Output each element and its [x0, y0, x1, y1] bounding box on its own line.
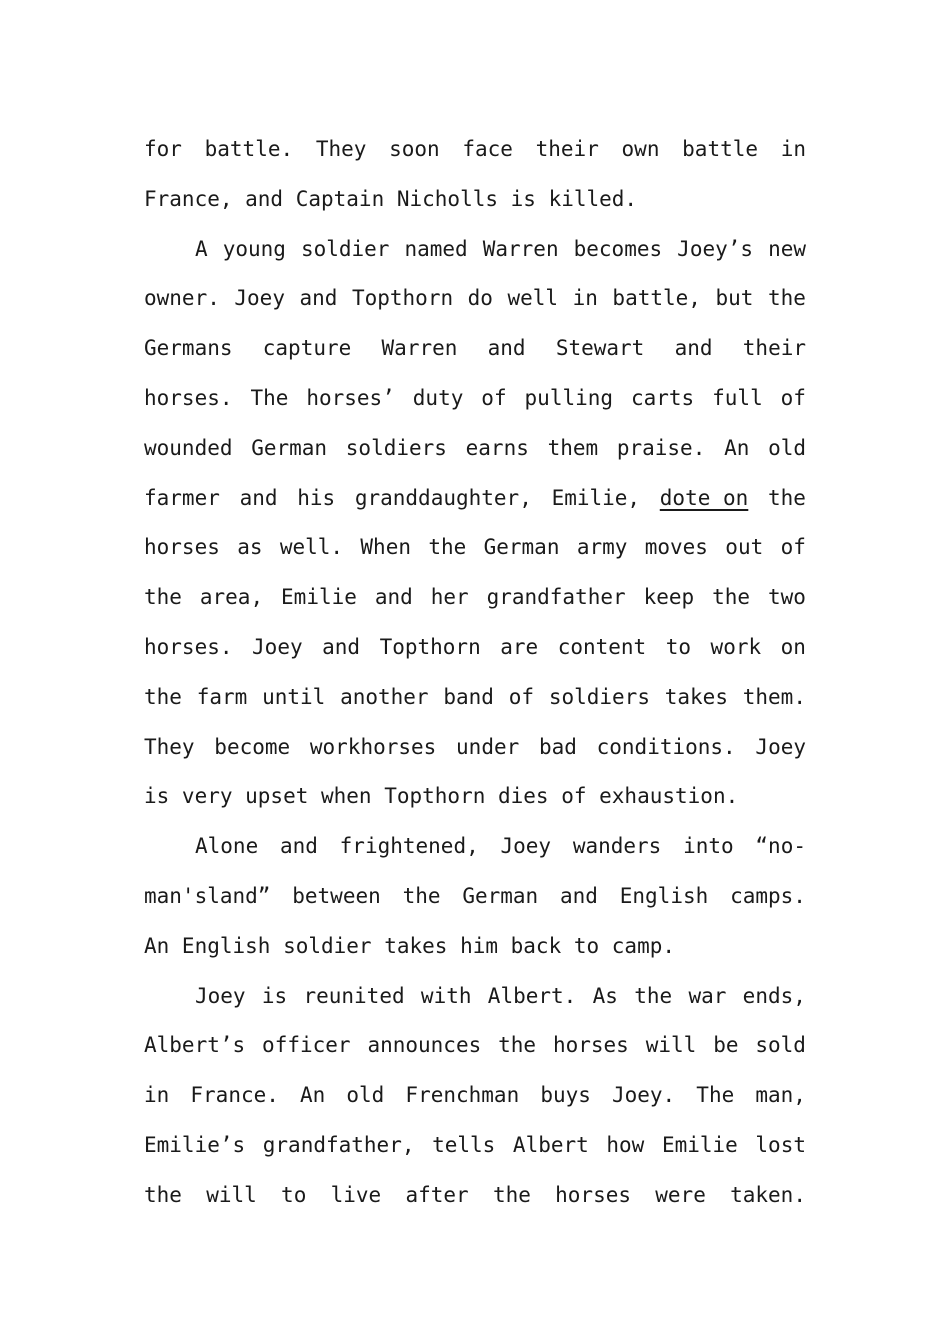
word: to: [665, 634, 692, 659]
word: between: [292, 883, 381, 908]
word: horses’: [306, 385, 395, 410]
word: the: [428, 535, 467, 560]
word: capture: [262, 336, 352, 361]
word: the: [144, 1182, 182, 1207]
word: under: [456, 734, 520, 759]
text-line: [144, 225, 806, 275]
word: her: [430, 585, 469, 610]
word: A: [195, 236, 208, 261]
word: old: [346, 1083, 385, 1108]
word: lost: [755, 1132, 806, 1157]
word: Emilie: [661, 1132, 738, 1157]
text-line: [144, 623, 806, 673]
word: They: [144, 734, 195, 759]
word: of: [780, 385, 806, 410]
word: camps.: [730, 883, 806, 908]
word: new: [768, 236, 806, 261]
word: Stewart: [555, 336, 645, 361]
word: German: [483, 535, 560, 560]
text-line: [144, 1021, 806, 1071]
word: officer: [262, 1033, 351, 1058]
word: praise.: [616, 435, 706, 460]
word: Albert’s: [144, 1033, 246, 1058]
word: An: [300, 1083, 326, 1108]
word: face: [462, 137, 513, 161]
word: Emilie’s: [144, 1132, 246, 1157]
word: “no-: [755, 834, 806, 859]
text-line: [144, 125, 806, 175]
word: is: [261, 983, 288, 1008]
word: Topthorn: [351, 286, 454, 311]
word: Joey: [500, 834, 552, 859]
word: wanders: [572, 834, 662, 859]
word: horses: [552, 1033, 629, 1058]
word: for: [144, 137, 182, 161]
word: are: [500, 634, 539, 659]
word: of: [481, 385, 507, 410]
word: man,: [755, 1083, 806, 1108]
word: ends,: [742, 983, 806, 1008]
word: the: [402, 883, 441, 908]
word: As: [592, 983, 618, 1008]
word: until: [262, 684, 326, 709]
word: announces: [367, 1033, 482, 1058]
word: do: [467, 286, 493, 311]
word: Warren: [381, 336, 458, 361]
word: in: [144, 1083, 170, 1108]
text-line: [144, 723, 806, 773]
word: takes: [664, 684, 728, 709]
text-line: [144, 523, 806, 573]
text-line: is very upset when Topthorn dies of exhaustion.: [144, 784, 739, 809]
word: battle.: [204, 137, 294, 161]
word: and: [374, 585, 413, 610]
word: horses.: [144, 634, 233, 659]
word: the: [144, 684, 182, 709]
word: and: [487, 336, 526, 361]
word: soldiers: [548, 684, 650, 709]
word: owner.: [144, 286, 220, 311]
word: duty: [412, 385, 464, 410]
word: man'sland”: [144, 883, 271, 908]
word: army: [576, 535, 628, 560]
word: horses.: [144, 385, 233, 410]
word: the: [634, 983, 673, 1008]
word: own: [621, 137, 660, 161]
word: becomes: [573, 236, 663, 261]
word: soldiers: [345, 435, 447, 460]
word: conditions.: [596, 734, 736, 759]
word: reunited: [303, 983, 405, 1008]
word: his: [297, 485, 336, 510]
text-line: [144, 474, 806, 524]
text-line: [144, 972, 806, 1022]
word: soon: [389, 137, 440, 161]
word: Emilie,: [551, 485, 641, 510]
word: horses: [144, 535, 220, 560]
underlined-phrase: dote on: [659, 485, 749, 510]
word: frightened,: [339, 834, 479, 859]
word: Germans: [144, 336, 233, 361]
word: band: [443, 684, 494, 709]
text-line: [144, 424, 806, 474]
text-line: [144, 1171, 806, 1221]
word: English: [619, 883, 709, 908]
word: and: [299, 286, 338, 311]
word: Joey: [755, 734, 806, 759]
word: and: [560, 883, 598, 908]
word: When: [360, 535, 411, 560]
word: Albert.: [487, 983, 577, 1008]
word: become: [214, 734, 291, 759]
word: and: [239, 485, 278, 510]
word: into: [683, 834, 734, 859]
word: bad: [538, 734, 577, 759]
text-line: [144, 822, 806, 872]
word: battle,: [612, 286, 701, 311]
word: Frenchman: [405, 1083, 520, 1108]
word: Albert: [512, 1132, 589, 1157]
word: named: [404, 236, 468, 261]
word: old: [768, 435, 806, 460]
word: area,: [199, 585, 264, 610]
word: An: [724, 435, 750, 460]
word: Topthorn: [379, 634, 481, 659]
word: soldier: [300, 236, 390, 261]
word: workhorses: [309, 734, 437, 759]
word: as: [237, 535, 263, 560]
word: well.: [279, 535, 344, 560]
word: carts: [630, 385, 695, 410]
word: grandfather,: [262, 1132, 415, 1157]
word: pulling: [524, 385, 614, 410]
word: live: [330, 1182, 382, 1207]
word: Warren: [482, 236, 559, 261]
word: were: [655, 1182, 706, 1207]
word: will: [206, 1182, 257, 1207]
word: the: [492, 1182, 531, 1207]
word: be: [713, 1033, 739, 1058]
word: another: [340, 684, 429, 709]
word: The: [696, 1083, 735, 1108]
word: the: [498, 1033, 537, 1058]
text-line: [144, 573, 806, 623]
word: The: [250, 385, 289, 410]
word: Emilie: [281, 585, 357, 610]
word: of: [780, 535, 806, 560]
word: Joey: [252, 634, 303, 659]
text-line: France, and Captain Nicholls is killed.: [144, 186, 638, 211]
word: They: [315, 137, 367, 161]
word: buys: [540, 1083, 591, 1108]
word: Alone: [195, 834, 259, 859]
word: of: [508, 684, 535, 709]
word: and: [322, 634, 361, 659]
word: keep: [643, 585, 695, 610]
word: out: [725, 535, 764, 560]
text-line: [144, 872, 806, 922]
word: Joey: [195, 983, 246, 1008]
word: taken.: [730, 1182, 806, 1207]
word: farm: [196, 684, 248, 709]
word: German: [462, 883, 539, 908]
word: Joey.: [611, 1083, 676, 1108]
word: in: [780, 137, 806, 161]
text-line: [144, 274, 806, 324]
word: Joey’s: [677, 236, 754, 261]
text-line: An English soldier takes him back to camp.: [144, 933, 676, 958]
word: them: [547, 435, 599, 460]
word: in: [572, 286, 598, 311]
word: France.: [190, 1083, 279, 1108]
word: Joey: [234, 286, 285, 311]
word: moves: [644, 535, 708, 560]
word: and: [279, 834, 318, 859]
word: them.: [742, 684, 806, 709]
word: after: [405, 1182, 469, 1207]
text-line: [144, 1121, 806, 1171]
word: horses: [555, 1182, 631, 1207]
word: will: [645, 1033, 697, 1058]
word: on: [780, 634, 806, 659]
word: well: [507, 286, 559, 311]
word: earns: [465, 435, 529, 460]
text-line: [144, 324, 806, 374]
word: grandfather: [486, 585, 626, 610]
word: sold: [755, 1033, 806, 1058]
word: two: [767, 585, 806, 610]
word: battle: [682, 137, 759, 161]
text-line: [144, 374, 806, 424]
word: content: [557, 634, 647, 659]
word: with: [420, 983, 472, 1008]
text-line: [144, 673, 806, 723]
text-line: [144, 1071, 806, 1121]
word: to: [281, 1182, 307, 1207]
word: and: [674, 336, 713, 361]
word: full: [712, 385, 763, 410]
word: German: [251, 435, 328, 460]
word: young: [222, 236, 286, 261]
word: work: [710, 634, 762, 659]
word: how: [606, 1132, 645, 1157]
word: the: [712, 585, 751, 610]
word: wounded: [144, 435, 233, 460]
word: their: [535, 137, 599, 161]
word: their: [742, 336, 806, 361]
document-page: [144, 125, 806, 1221]
word: the: [768, 485, 806, 510]
word: tells: [432, 1132, 496, 1157]
word: but: [715, 286, 754, 311]
word: granddaughter,: [354, 485, 532, 510]
word: farmer: [144, 485, 220, 510]
word: war: [688, 983, 727, 1008]
word: the: [144, 585, 182, 610]
word: the: [767, 286, 806, 311]
